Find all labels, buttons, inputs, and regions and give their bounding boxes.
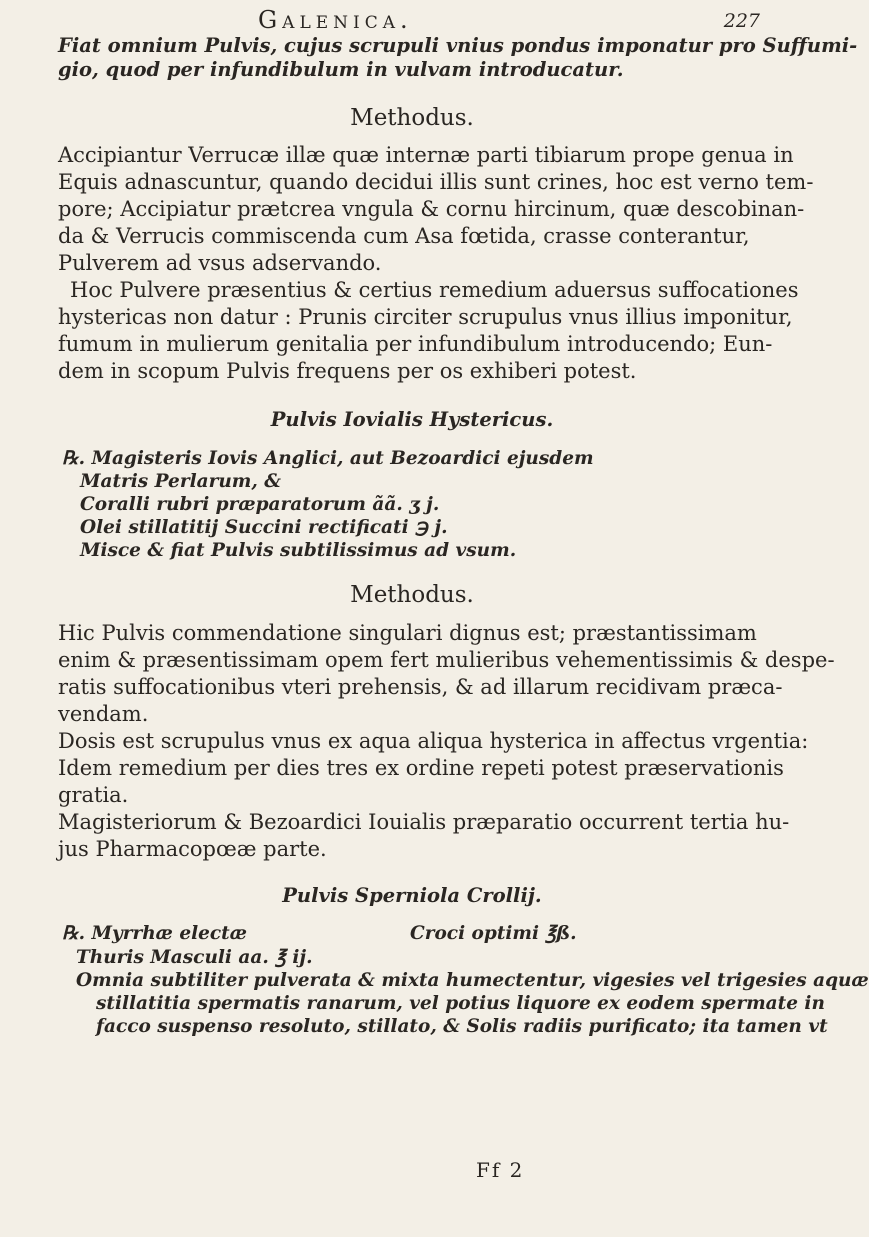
text-line: Dosis est scrupulus vnus ex aqua aliqua hysterica in affectus vrgentia: (58, 729, 809, 753)
recipe-line: ℞. Magisteris Iovis Anglici, aut Bezoardici ejusdem (62, 448, 594, 469)
paragraph (58, 620, 835, 728)
recipe-line: Coralli rubri præparatorum ãã. ʒ j. (80, 494, 440, 515)
recipe-line: Misce & fiat Pulvis subtilissimus ad vsum. (80, 540, 517, 561)
recipe-title: Pulvis Iovialis Hystericus. (270, 408, 554, 431)
paragraph (58, 809, 790, 863)
text-line: pore; Accipiatur prætcrea vngula & cornu hircinum, quæ descobinan- (58, 197, 805, 221)
text-line: Hic Pulvis commendatione singulari dignus est; præstantissimam (58, 621, 757, 645)
text-line: enim & præsentissimam opem fert mulieribus vehementissimis & despe- (58, 648, 835, 672)
text-line: Accipiantur Verrucæ illæ quæ internæ parti tibiarum prope genua in (58, 143, 794, 167)
text-line: Idem remedium per dies tres ex ordine repeti potest præservationis (58, 756, 784, 780)
text-line: Fiat omnium Pulvis, cujus scrupuli vnius pondus imponatur pro Suffumi- (58, 34, 858, 57)
paragraph (58, 142, 814, 277)
recipe-block (62, 447, 766, 562)
recipe-line: Thuris Masculi aa. ℥ ij. (76, 947, 313, 968)
text-line: Hoc Pulvere præsentius & certius remedium aduersus suffocationes (70, 278, 799, 302)
text-line: vendam. (58, 702, 149, 726)
recipe-line (58, 923, 766, 946)
catchword: Ff 2 (476, 1158, 525, 1182)
text-line: da & Verrucis commiscenda cum Asa fœtida, crasse conterantur, (58, 224, 750, 248)
recipe-line: Omnia subtiliter pulverata & mixta humectentur, vigesies vel trigesies aquæ (76, 970, 869, 991)
running-title: Galenica. (258, 6, 413, 34)
text-line: Pulverem ad vsus adservando. (58, 251, 382, 275)
text-line: Magisteriorum & Bezoardici Iouialis præparatio occurrent tertia hu- (58, 810, 790, 834)
text-line: jus Pharmacopœæ parte. (58, 837, 327, 861)
recipe-line: stillatitia spermatis ranarum, vel potius liquore ex eodem spermate in (96, 993, 825, 1014)
section-heading: Methodus. (350, 105, 474, 131)
page-header (0, 4, 800, 34)
ingredient-right: Croci optimi ℥ß. (410, 923, 577, 944)
recipe-line: Matris Perlarum, & (80, 471, 281, 492)
text-line: ratis suffocationibus vteri prehensis, & ad illarum recidivam præca- (58, 675, 783, 699)
recipe-line: Olei stillatitij Succini rectificati ℈ j. (80, 517, 448, 538)
section-heading: Methodus. (350, 582, 474, 608)
recipe-block (58, 923, 869, 1038)
paragraph (58, 728, 809, 809)
ingredient-left: ℞. Myrrhæ electæ (62, 923, 247, 944)
text-line: dem in scopum Pulvis frequens per os exhiberi potest. (58, 359, 637, 383)
text-line: fumum in mulierum genitalia per infundibulum introducendo; Eun- (58, 332, 773, 356)
page-body (58, 34, 869, 1038)
paragraph (58, 277, 799, 385)
text-line: hystericas non datur : Prunis circiter scrupulus vnus illius imponitur, (58, 305, 793, 329)
recipe-title: Pulvis Sperniola Crollij. (282, 884, 542, 907)
intro-text (58, 34, 858, 82)
text-line: gio, quod per infundibulum in vulvam introducatur. (58, 58, 624, 81)
text-line: Equis adnascuntur, quando decidui illis sunt crines, hoc est verno tem- (58, 170, 814, 194)
recipe-line: facco suspenso resoluto, stillato, & Solis radiis purificato; ita tamen vt (96, 1016, 828, 1037)
text-line: gratia. (58, 783, 129, 807)
page-number: 227 (723, 10, 760, 32)
